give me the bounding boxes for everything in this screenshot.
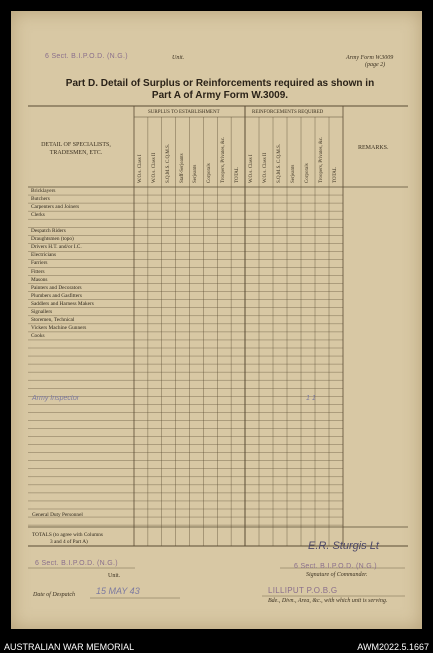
reinf-col-label: Troopers, Privates, &c. — [319, 136, 324, 183]
row-label: Vickers Machine Gunners — [31, 324, 87, 331]
unit-stamp: 6 Sect. B.I.P.O.D. (N.G.) — [45, 53, 128, 60]
general-duty-label: General Duty Personnel — [32, 512, 83, 518]
surplus-col-label: TOTAL — [235, 167, 241, 183]
remarks-header: REMARKS. — [358, 145, 389, 151]
bottom-unit-label: Unit. — [108, 573, 121, 579]
row-label: Carpenters and Joiners — [31, 204, 80, 211]
surplus-col-label: W.O.s. Class I — [137, 154, 143, 183]
row-label: Saddlers and Harness Makers — [31, 300, 94, 307]
footer-left: AUSTRALIAN WAR MEMORIAL — [4, 642, 135, 652]
bottom-unit-stamp: 6 Sect. B.I.P.O.D. (N.G.) — [35, 560, 118, 567]
surplus-col-label: Troopers, Privates, &c. — [221, 136, 227, 183]
place-stamp: LILLIPUT P.O.B.G — [268, 586, 338, 595]
reinf-col-label: W.O.s. Class II — [263, 152, 268, 183]
row-label: Drivers H.T. and/or I.C. — [31, 244, 82, 251]
row-label: Despatch Riders — [31, 228, 66, 235]
totals-label-2: 3 and 4 of Part A) — [50, 539, 88, 545]
row-label: Electricians — [31, 252, 56, 259]
reinforcements-header: REINFORCEMENTS REQUIRED — [252, 110, 324, 115]
page-reference: (page 2) — [365, 62, 386, 68]
unit-label: Unit. — [172, 55, 185, 61]
form-reference: Army Form W.3009 — [346, 55, 394, 61]
surplus-header: SURPLUS TO ESTABLISHMENT — [148, 110, 220, 115]
surplus-col-label: Corporals — [207, 163, 213, 183]
reinf-col-label: Serjeants — [291, 164, 296, 183]
reinf-col-label: Corporals — [305, 163, 310, 183]
row-label: Storemen, Technical — [31, 316, 75, 323]
pencil-entry: Army Inspector — [32, 395, 80, 402]
row-label: Farriers — [31, 260, 48, 267]
date-value: 15 MAY 43 — [96, 586, 140, 596]
row-label: Masons — [31, 276, 48, 283]
row-label: Draughtsmen (topo) — [31, 236, 74, 243]
surplus-col-label: Serjeants — [193, 164, 199, 183]
row-label: Clerks — [31, 212, 45, 219]
pencil-marks: 1 1 — [306, 395, 316, 402]
commander-signature: E.R. Sturgis Lt — [308, 540, 379, 552]
reinf-col-label: TOTAL — [333, 167, 338, 183]
footer-right: AWM2022.5.1667 — [357, 642, 429, 652]
row-label: Butchers — [31, 196, 50, 203]
totals-label-1: TOTALS (to agree with Columns — [32, 532, 103, 538]
reinf-col-label: S.Q.M.S. C.Q.M.S. — [277, 143, 282, 183]
row-label: Cooks — [31, 332, 45, 339]
footer-bar — [0, 629, 433, 653]
commander-label: Signature of Commander. — [306, 572, 368, 578]
date-label: Date of Despatch — [33, 592, 75, 598]
row-label: Plumbers and Gasfitters — [31, 292, 82, 299]
row-label: Painters and Decorators — [31, 284, 82, 291]
row-label: Signallers — [31, 308, 53, 315]
surplus-col-label: Staff-Serjeants — [179, 153, 185, 183]
title-line-1: Part D. Detail of Surplus or Reinforcements required as shown in — [65, 78, 375, 89]
surplus-col-label: W.O.s. Class II — [151, 152, 157, 183]
commander-stamp: 6 Sect. B.I.P.O.D. (N.G.) — [294, 563, 377, 570]
detail-header: DETAIL OF SPECIALISTS, TRADESMEN, ETC. — [41, 142, 111, 156]
title-line-2: Part A of Army Form W.3009. — [151, 90, 289, 101]
surplus-col-label: S.Q.M.S. C.Q.M.S. — [165, 143, 171, 183]
row-label: Bricklayers — [31, 188, 56, 194]
reinf-col-label: W.O.s. Class I — [249, 154, 254, 183]
place-label: Bde., Divn., Area, &c., with which unit is serving. — [268, 598, 388, 604]
row-label: Fitters — [31, 268, 45, 275]
